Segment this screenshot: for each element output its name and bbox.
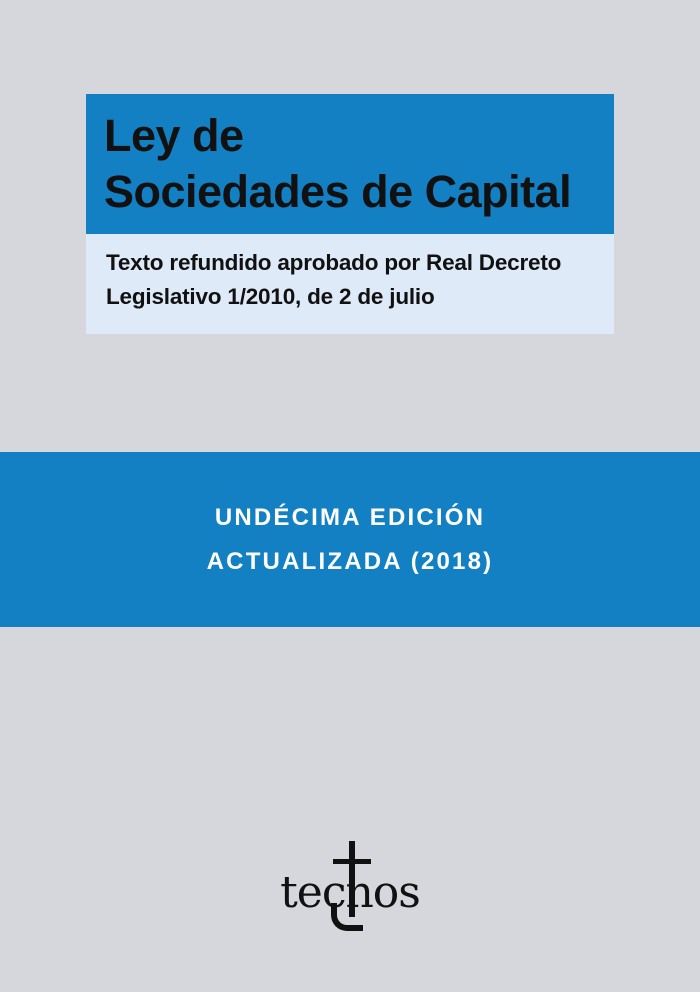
publisher-logo (0, 836, 700, 946)
subtitle-line-1: Texto refundido aprobado por Real Decreto (106, 250, 562, 275)
edition-banner (0, 452, 700, 627)
publisher-name: tecnos (280, 867, 420, 918)
title-line-1: Ley de (104, 110, 244, 161)
title-banner (86, 94, 614, 234)
edition-line-1: UNDÉCIMA EDICIÓN (214, 503, 486, 531)
title-line-2: Sociedades de Capital (104, 166, 572, 217)
cross-horizontal-icon (333, 859, 371, 864)
subtitle-line-2: Legislativo 1/2010, de 2 de julio (106, 284, 435, 309)
title-block (86, 94, 614, 334)
publisher-logo-mark (245, 841, 455, 941)
edition-line-2: ACTUALIZADA (2018) (206, 547, 494, 575)
subtitle-panel (86, 234, 614, 334)
